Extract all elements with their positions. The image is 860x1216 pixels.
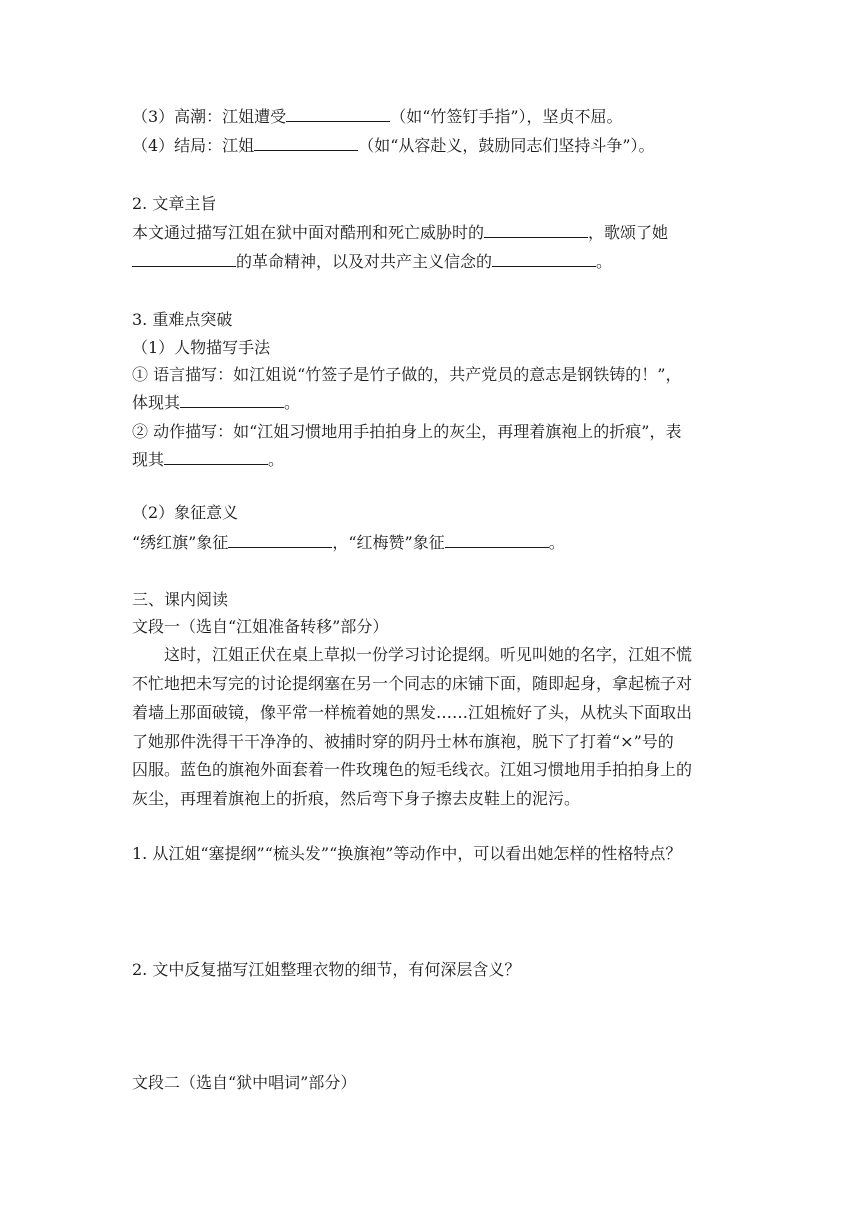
action-description-line-2 (132, 448, 732, 472)
action-blank[interactable] (164, 448, 268, 465)
theme-blank-3[interactable] (492, 250, 596, 267)
language-blank[interactable] (180, 391, 284, 408)
passage1-line-3: 着墙上那面破镜，像平常一样梳着她的黑发……江姐梳好了头，从枕头下面取出 (132, 703, 693, 722)
passage1-line-5: 囚服。蓝色的旗袍外面套着一件玫瑰色的短毛线衣。江姐习惯地用手拍拍身上的 (132, 760, 693, 779)
embody-prefix: 体现其 (132, 393, 181, 412)
symbol-suffix: 。 (548, 533, 565, 552)
symbolism-subheading: （2）象征意义 (132, 503, 239, 522)
passage1-line-2: 不忙地把未写完的讨论提纲塞在另一个同志的床铺下面，随即起身，拿起梳子对 (132, 674, 693, 693)
ending-blank[interactable] (254, 134, 358, 151)
show-prefix: 现其 (132, 450, 165, 469)
reading-heading: 三、课内阅读 (132, 590, 229, 609)
passage1-line-6: 灰尘，再理着旗袍上的折痕，然后弯下身子擦去皮鞋上的泥污。 (132, 789, 581, 808)
theme-line2-suffix: 。 (596, 252, 613, 271)
theme-line2-middle: 的革命精神，以及对共产主义信念的 (236, 252, 493, 271)
ending-suffix: （如“从容赴义，鼓励同志们坚持斗争”）。 (358, 136, 655, 155)
theme-blank-1[interactable] (484, 221, 588, 238)
ending-prefix: （4）结局：江姐 (132, 136, 255, 155)
language-description-line-1: ① 语言描写：如江姐说“竹签子是竹子做的，共产党员的意志是钢铁铸的！”， (132, 365, 682, 384)
symbol-prefix: “绣红旗”象征 (132, 533, 229, 552)
passage1-line-1: 这时，江姐正伏在桌上草拟一份学习讨论提纲。听见叫她的名字，江姐不慌 (164, 645, 693, 664)
theme-blank-2[interactable] (132, 250, 236, 267)
question-1: 1. 从江姐“塞提纲”“梳头发”“换旗袍”等动作中，可以看出她怎样的性格特点？ (132, 844, 682, 863)
climax-line (132, 105, 732, 129)
symbolism-line (132, 531, 732, 555)
theme-line-1 (132, 221, 732, 245)
symbol-blank-1[interactable] (228, 531, 332, 548)
ending-line (132, 134, 732, 158)
language-description-line-2 (132, 391, 732, 415)
passage1-line-4: 了她那件洗得干干净净的、被捕时穿的阴丹士林布旗袍，脱下了打着“×”号的 (132, 732, 674, 751)
climax-suffix: （如“竹签钉手指”），坚贞不屈。 (390, 107, 623, 126)
theme-heading: 2. 文章主旨 (132, 194, 217, 213)
character-method-subheading: （1）人物描写手法 (132, 338, 271, 357)
key-points-heading: 3. 重难点突破 (132, 310, 233, 329)
symbol-blank-2[interactable] (445, 531, 549, 548)
passage1-title: 文段一（选自“江姐准备转移”部分） (132, 617, 389, 636)
symbol-middle: ，“红梅赞”象征 (332, 533, 445, 552)
theme-line1-suffix: ，歌颂了她 (588, 223, 669, 242)
theme-line1-prefix: 本文通过描写江姐在狱中面对酷刑和死亡威胁时的 (132, 223, 485, 242)
action-description-line-1: ② 动作描写：如“江姐习惯地用手拍拍身上的灰尘，再理着旗袍上的折痕”，表 (132, 422, 682, 441)
climax-blank[interactable] (286, 105, 390, 122)
embody-suffix: 。 (284, 393, 301, 412)
theme-line-2 (132, 250, 732, 274)
show-suffix: 。 (268, 450, 285, 469)
question-2: 2. 文中反复描写江姐整理衣物的细节，有何深层含义？ (132, 960, 521, 979)
climax-prefix: （3）高潮：江姐遭受 (132, 107, 287, 126)
passage2-title: 文段二（选自“狱中唱词”部分） (132, 1073, 357, 1092)
